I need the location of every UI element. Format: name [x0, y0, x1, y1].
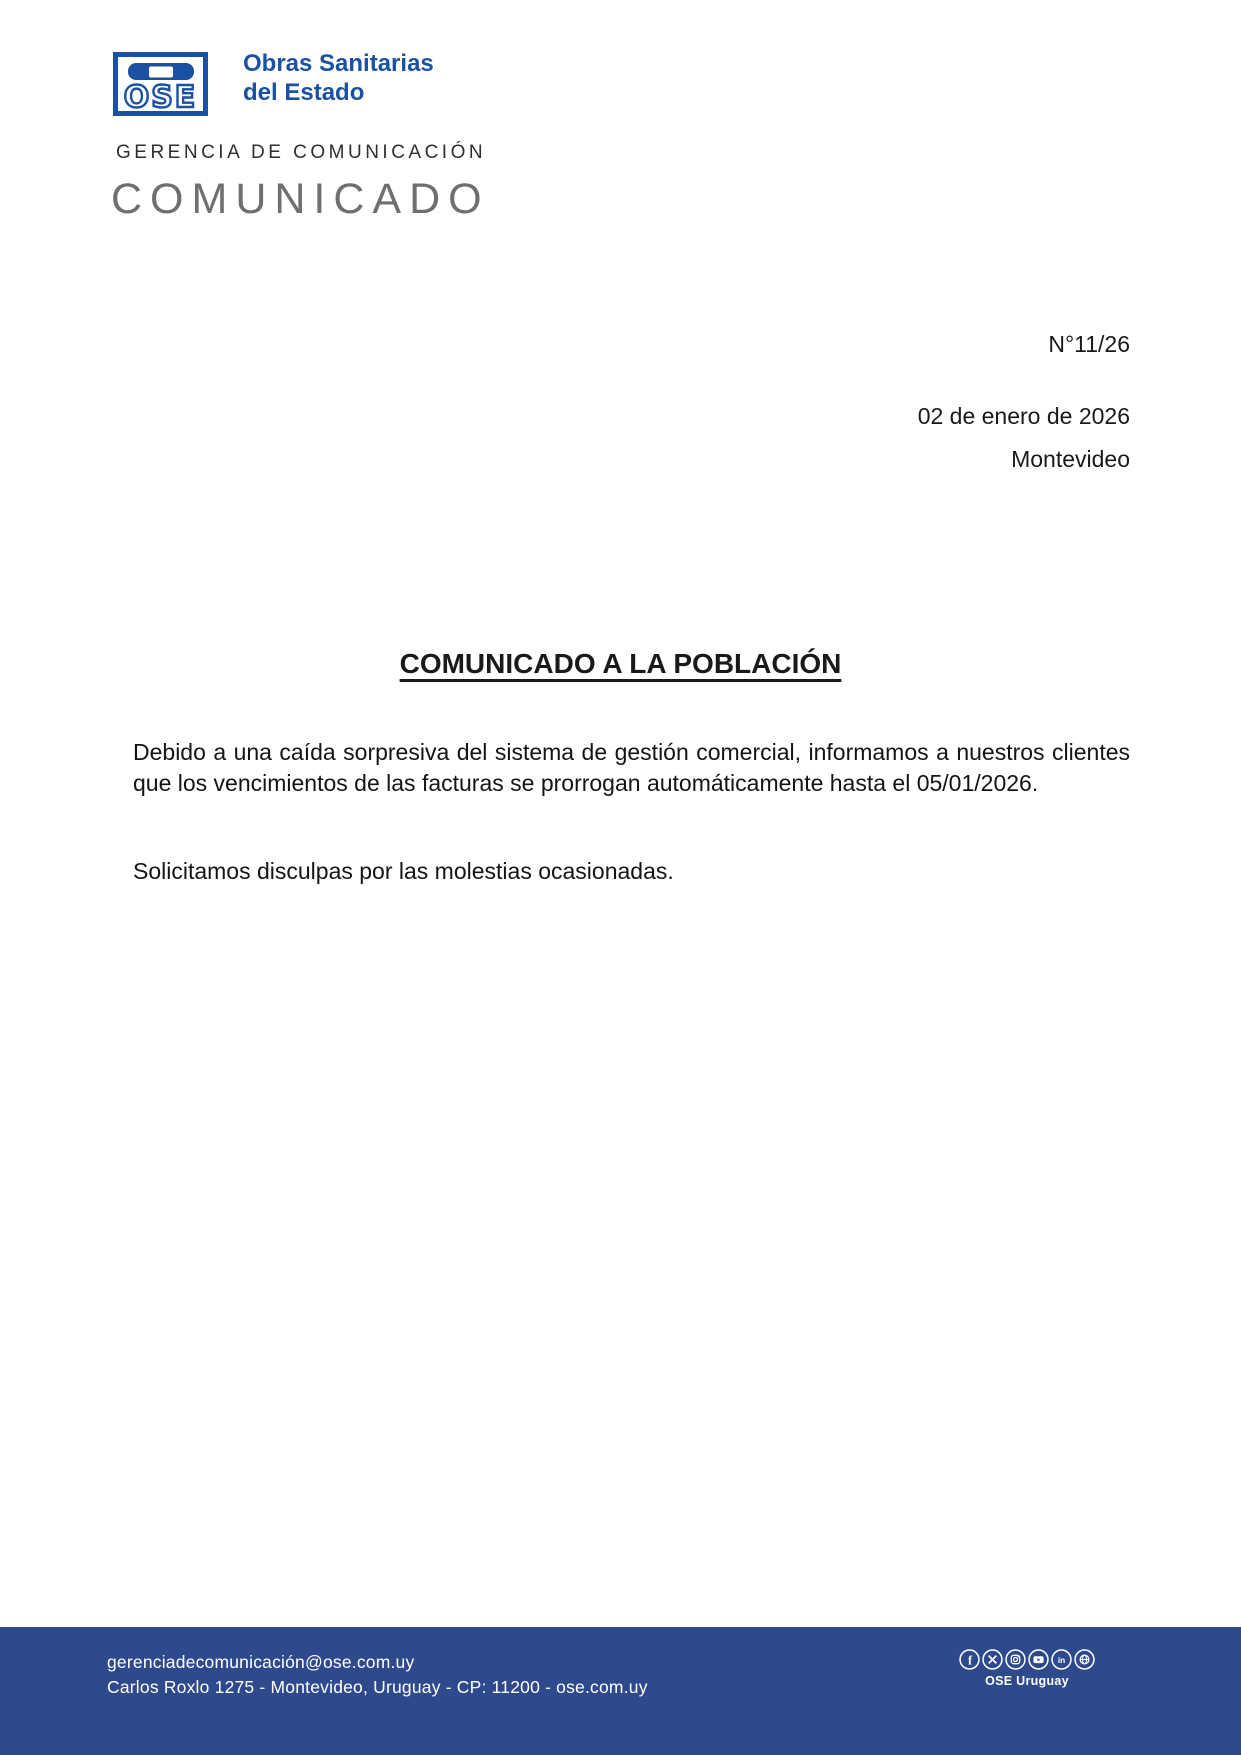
body-paragraph: Debido a una caída sorpresiva del sistema de gestión comercial, informamos a nuestros clientes que los vencimientos de las facturas se prorrogan automáticamente hasta el 05/01/2026. [133, 739, 1130, 796]
brand-name [243, 49, 434, 107]
footer-contact [107, 1650, 648, 1700]
instagram-icon [1005, 1649, 1026, 1670]
brand-line-1: Obras Sanitarias [243, 50, 434, 77]
social-handle-label: OSE Uruguay [985, 1674, 1069, 1688]
document-title [0, 648, 1241, 680]
social-icons-row [956, 1649, 1098, 1670]
ose-logo [113, 52, 208, 116]
document-date: 02 de enero de 2026 [917, 403, 1130, 429]
ose-logo-bar [128, 63, 194, 80]
svg-text:OSE: OSE [123, 80, 198, 112]
document-title-text: COMUNICADO A LA POBLACIÓN [399, 648, 842, 679]
body-paragraph: Solicitamos disculpas por las molestias ocasionadas. [133, 858, 674, 884]
youtube-icon [1028, 1649, 1049, 1670]
document-city: Montevideo [1011, 446, 1130, 472]
brand-line-2: del Estado [243, 79, 365, 106]
facebook-icon [959, 1649, 980, 1670]
globe-icon [1074, 1649, 1095, 1670]
communique-number: N°11/26 [1048, 331, 1130, 357]
department-label: GERENCIA DE COMUNICACIÓN [116, 142, 487, 163]
footer-social-block [956, 1649, 1098, 1688]
linkedin-icon [1051, 1649, 1072, 1670]
svg-text:in: in [1057, 1655, 1066, 1665]
ose-monogram [119, 80, 202, 112]
x-twitter-icon [982, 1649, 1003, 1670]
document-type-heading: COMUNICADO [111, 175, 490, 223]
footer-address: Carlos Roxlo 1275 - Montevideo, Uruguay - CP: 11200 - ose.com.uy [107, 1677, 648, 1697]
svg-text:f: f [967, 1653, 973, 1668]
footer-bar [0, 1627, 1241, 1755]
ose-logo-bar-window [149, 66, 173, 77]
footer-email: gerenciadecomunicación@ose.com.uy [107, 1652, 415, 1672]
